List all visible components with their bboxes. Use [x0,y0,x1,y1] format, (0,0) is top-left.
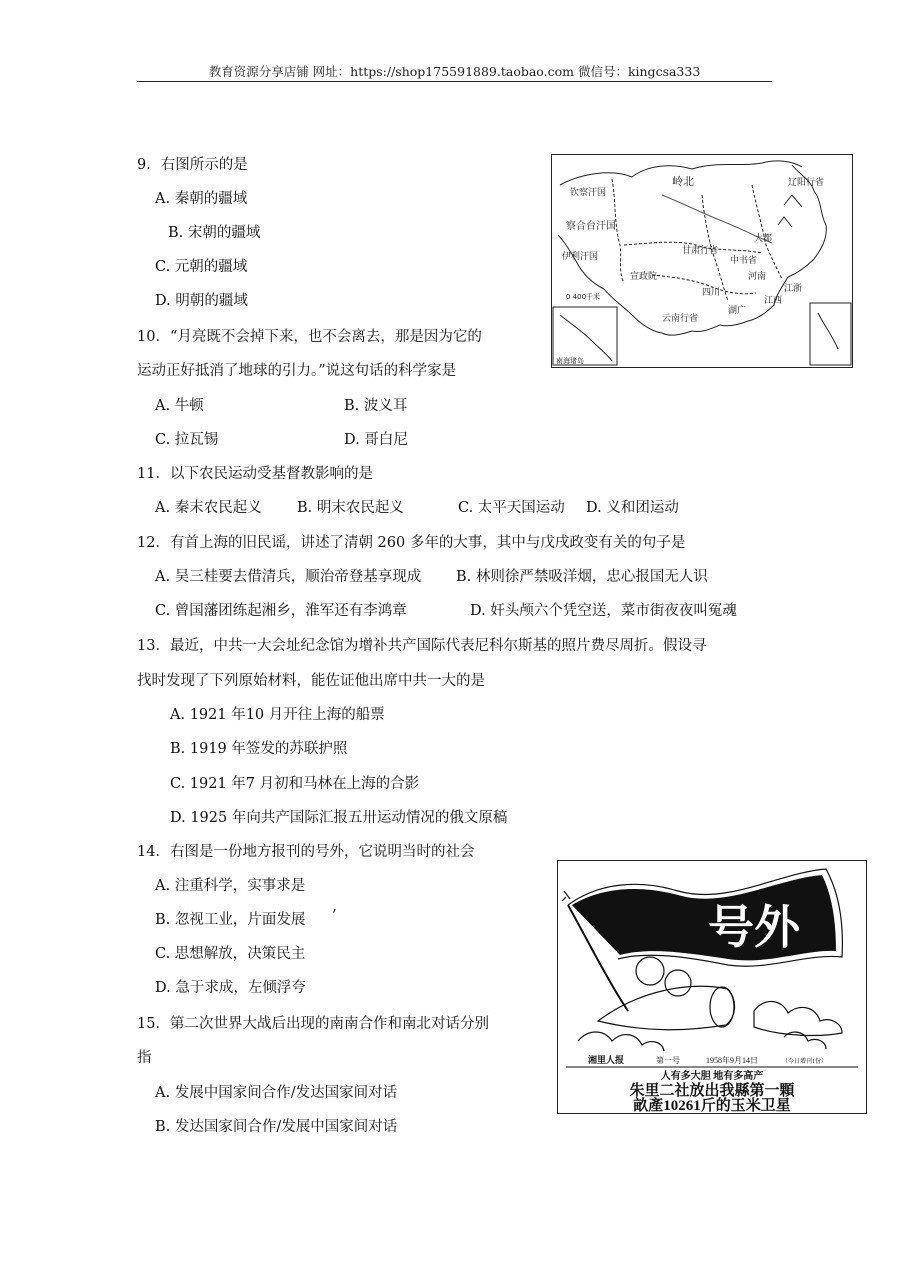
map-label-chahetai: 察合台汗国 [566,221,616,232]
poster-paper-name: 湘里人报 [588,1055,625,1065]
poster-figure-head-1 [636,957,664,985]
map-label-zhongshu: 中书省 [730,256,758,266]
q14-option-c: C. 思想解放，决策民主 [155,946,306,962]
map-label-sichuan: 四川 [702,288,721,298]
map-label-huguang: 湖广 [728,306,747,316]
map-southwest-border [558,235,604,289]
q10-stem-line2: 运动正好抵消了地球的引力。”说这句话的科学家是 [137,363,457,379]
page-header: 教育资源分享店铺 网址：https://shop175591889.taobao.com 微信号：kingcsa333 [208,64,701,79]
map-label-lingbei: 岭北 [672,175,694,188]
q9-stem: 9．右图所示的是 [137,157,248,173]
poster-slogan: 人有多大胆 地有多高产 [660,1071,764,1082]
poster-issue: 第一号 [656,1056,680,1065]
q14-stray-mark: ’ [332,908,337,924]
newspaper-extra-poster [557,860,867,1114]
q13-stem-line2: 找时发现了下列原始材料，能佐证他出席中共一大的是 [137,673,485,689]
q14-option-d: D. 急于求成，左倾浮夸 [155,980,306,996]
q11-stem: 11．以下农民运动受基督教影响的是 [137,466,373,482]
map-terrain-marks [778,195,802,227]
map-label-xuanzheng: 宣政院 [630,272,658,282]
header-rule [137,81,772,82]
q11-option-b: B. 明末农民起义 [297,500,404,516]
q14-option-b: B. 忽视工业，片面发展 [155,912,306,928]
map-label-dadu: 大都 [754,234,773,244]
q12-stem: 12．有首上海的旧民谣，讲述了清朝 260 多年的大事，其中与戊戌政变有关的句子是 [137,535,686,551]
map-inset-label: 南海诸岛 [556,357,584,365]
yuan-dynasty-map [551,154,853,368]
map-inset-left-coast [560,315,612,361]
map-label-yunnan: 云南行省 [662,314,699,324]
map-label-liaoyang: 辽阳行省 [788,178,825,188]
poster-date: 1958年9月14日 [706,1056,758,1065]
poster-cloud-left [578,1032,664,1051]
poster-rocket-nozzle [710,987,734,1027]
q12-option-a: A. 吴三桂要去借清兵，顺治帝登基享现成 [155,569,422,585]
map-label-henan: 河南 [748,272,767,282]
q13-option-c: C. 1921 年7 月初和马林在上海的合影 [170,776,420,792]
map-label-yili: 伊利汗国 [562,252,599,262]
q10-option-a: A. 牛顿 [155,398,204,414]
map-label-qincha: 钦察汗国 [570,188,607,198]
q13-option-d: D. 1925 年向共产国际汇报五卅运动情况的俄文原稿 [170,810,508,826]
q15-option-b: B. 发达国家间合作/发展中国家间对话 [155,1119,398,1135]
map-label-jiangxi: 江西 [764,296,783,306]
poster-title: 号外 [708,901,800,953]
q9-option-c: C. 元朝的疆域 [155,259,248,275]
poster-headline-line1: 朱里二社放出我縣第一顆 [629,1083,795,1099]
q11-option-c: C. 太平天国运动 [458,500,565,516]
map-scale: 0 400千米 [566,293,601,301]
q9-option-b: B. 宋朝的疆域 [168,225,261,241]
q13-option-b: B. 1919 年签发的苏联护照 [170,741,348,757]
q10-option-d: D. 哥白尼 [344,432,408,448]
map-inset-right-coast [818,313,838,349]
q13-option-a: A. 1921 年10 月开往上海的船票 [170,707,385,723]
map-label-gansu: 甘肃行省 [682,246,719,256]
poster-figure-head-2 [665,970,691,996]
q11-option-a: A. 秦末农民起义 [155,500,262,516]
q15-option-a: A. 发展中国家间合作/发达国家间对话 [155,1085,398,1101]
q12-option-b: B. 林则徐严禁吸洋烟，忠心报国无人识 [456,569,708,585]
q14-option-a: A. 注重科学，实事求是 [155,878,306,894]
q12-option-d: D. 奸头颅六个凭空送，菜市街夜夜叫冤魂 [470,603,737,619]
poster-cloud-right [754,1001,842,1035]
q10-stem-line1: 10．“月亮既不会掉下来，也不会离去，那是因为它的 [137,329,482,345]
q11-option-d: D. 义和团运动 [586,500,679,516]
q15-stem-line1: 15．第二次世界大战后出现的南南合作和南北对话分别 [137,1016,489,1032]
q14-stem: 14．右图是一份地方报刊的号外，它说明当时的社会 [137,844,475,860]
poster-note: （今日增刊1份） [782,1059,828,1065]
q9-option-d: D. 明朝的疆域 [155,293,248,309]
q15-stem-line2: 指 [137,1050,152,1066]
q10-option-c: C. 拉瓦锡 [155,432,219,448]
map-label-zhejiang: 江浙 [784,284,803,294]
poster-star [562,891,570,901]
q9-option-a: A. 秦朝的疆域 [155,191,248,207]
q13-stem-line1: 13．最近，中共一大会址纪念馆为增补共产国际代表尼科尔斯基的照片费尽周折。假设寻 [137,638,707,654]
poster-headline-line2: 畝產10261斤的玉米卫星 [633,1098,791,1113]
q12-option-c: C. 曾国藩团练起湘乡，淮军还有李鸿章 [155,603,407,619]
q10-option-b: B. 波义耳 [344,398,408,414]
